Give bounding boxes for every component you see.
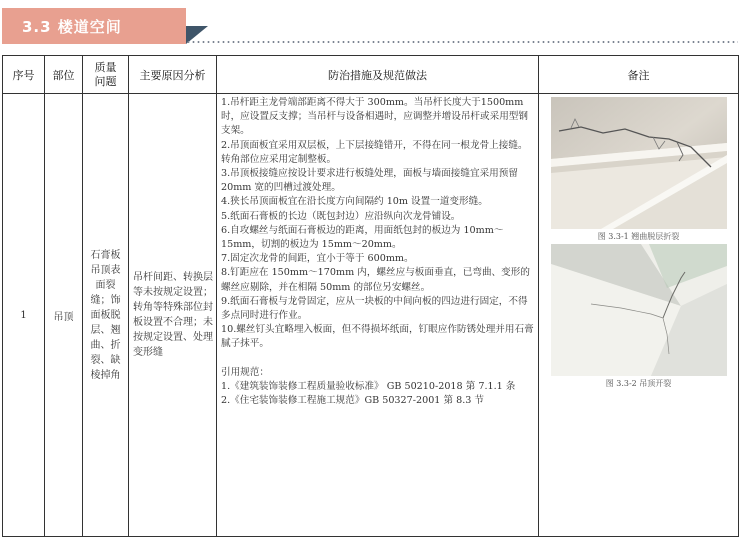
measure-item: 2.吊顶面板宜采用双层板，上下层接缝错开，不得在同一根龙骨上接缝。转角部位应采用定制整板。 bbox=[221, 139, 528, 165]
row-measures bbox=[217, 94, 539, 537]
table-header-row bbox=[3, 56, 739, 94]
photo-caption-2: 图 3.3-2 吊顶开裂 bbox=[605, 379, 672, 388]
reference-item: 2.《住宅装饰装修工程施工规范》GB 50327-2001 第 8.3 节 bbox=[221, 395, 484, 407]
references-title: 引用规范： bbox=[221, 366, 269, 378]
section-title: 3.3 楼道空间 bbox=[22, 18, 122, 36]
photo-caption-1: 图 3.3-1 翘曲脱层折裂 bbox=[597, 232, 680, 241]
measure-item: 1.吊杆距主龙骨端部距离不得大于 300mm。当吊杆长度大于1500mm 时，应设置反支撑；当吊杆与设备相遇时，应调整并增设吊杆或采用型钢支架。 bbox=[221, 97, 528, 137]
row-part: 吊顶 bbox=[45, 94, 83, 537]
measure-item: 9.纸面石膏板与龙骨固定，应从一块板的中间向板的四边进行固定，不得多点同时进行作业。 bbox=[221, 295, 528, 322]
header-cause: 主要原因分析 bbox=[129, 56, 217, 94]
header-part: 部位 bbox=[45, 56, 83, 94]
measure-item: 5.纸面石膏板的长边（既包封边）应沿纵向次龙骨铺设。 bbox=[221, 210, 461, 222]
header-measures: 防治措施及规范做法 bbox=[217, 56, 539, 94]
table-row bbox=[3, 94, 739, 537]
section-header bbox=[2, 8, 208, 44]
row-cause: 吊杆间距、转换层等未按规定设置；转角等特殊部位封板设置不合理；未按规定设置、处理变形缝 bbox=[129, 94, 217, 537]
row-issue: 石膏板吊顶表面裂缝；饰面板脱层、翘曲、折裂、缺棱掉角 bbox=[83, 94, 129, 537]
reference-item: 1.《建筑装饰装修工程质量验收标准》 GB 50210-2018 第 7.1.1 条 bbox=[221, 380, 516, 392]
row-notes bbox=[539, 94, 739, 537]
measure-item: 10.螺丝钉头宜略埋入板面，但不得损坏纸面，钉眼应作防锈处理并用石膏腻子抹平。 bbox=[221, 324, 534, 350]
measure-item: 8.钉距应在 150mm～170mm 内，螺丝应与板面垂直，已弯曲、变形的螺丝应剔除，并在相隔 50mm 的部位另安螺丝。 bbox=[221, 267, 530, 293]
header-notes: 备注 bbox=[539, 56, 739, 94]
measure-item: 4.狭长吊顶面板宜在沿长度方向间隔约 10m 设置一道变形缝。 bbox=[221, 196, 488, 208]
measure-item: 6.自攻螺丝与纸面石膏板边的距离，用面纸包封的板边为 10mm～15mm，切割的板边为 15mm～20mm。 bbox=[221, 224, 504, 251]
ceiling-crack-photo-2 bbox=[551, 244, 727, 376]
header-issue: 质量问题 bbox=[83, 56, 129, 94]
ceiling-crack-photo-1 bbox=[551, 97, 727, 229]
quality-table bbox=[2, 55, 739, 537]
measure-item: 7.固定次龙骨的间距，宜小于等于 600mm。 bbox=[221, 253, 414, 265]
row-seq: 1 bbox=[3, 94, 45, 537]
dotted-divider bbox=[186, 41, 738, 43]
measure-item: 3.吊顶板接缝应按设计要求进行板缝处理，面板与墙面接缝宜采用预留 20mm 宽的凹槽过渡处理。 bbox=[221, 168, 518, 194]
header-seq: 序号 bbox=[3, 56, 45, 94]
